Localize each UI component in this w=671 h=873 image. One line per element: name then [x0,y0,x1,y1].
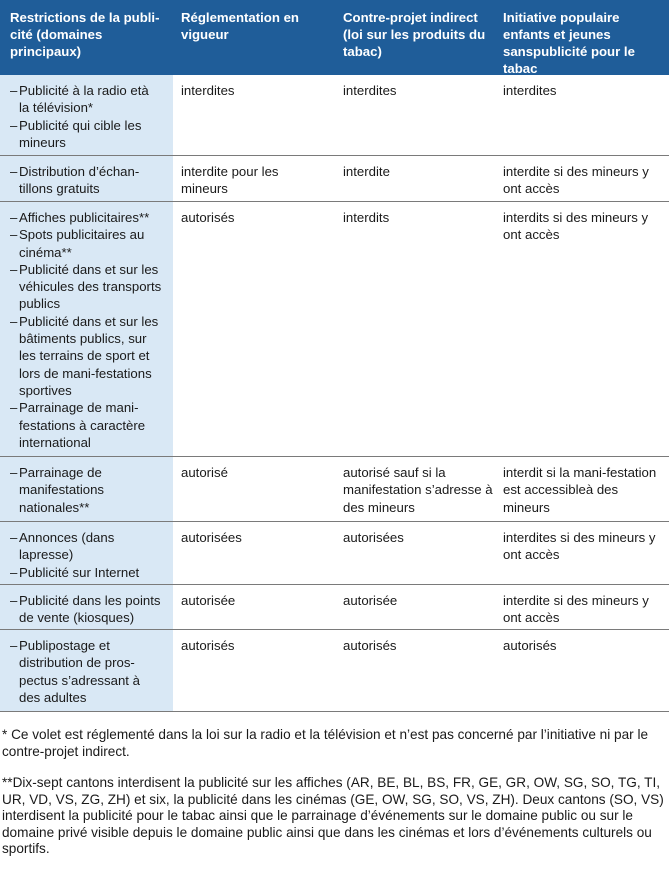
table-row [0,156,669,202]
counter-project-cell: interdite [343,164,390,179]
table-row [0,202,669,457]
current-regulation-cell: interdite pour les mineurs [181,164,279,197]
domain-cell [10,529,162,581]
domain-item: – Publicité qui cible les mineurs [10,117,162,152]
table-row [0,585,669,630]
domain-item: – Publicité sur Internet [10,564,162,581]
domain-cell [10,209,162,451]
table-header [0,0,669,75]
current-regulation-cell: autorisés [181,210,235,225]
domain-item: – Publicité dans et sur les bâtiments publics, sur les terrains de sport et lors de mani-festations sportives [10,313,162,399]
domain-cell [10,592,162,627]
current-regulation-cell: autorisées [181,530,242,545]
header-counter-project: Contre-projet indirect (loi sur les produits du tabac) [343,10,486,59]
table-row [0,522,669,585]
domain-item: – Publicité dans les points de vente (kiosques) [10,592,162,627]
domain-item: – Spots publicitaires au cinéma** [10,226,162,261]
counter-project-cell: autorisée [343,593,398,608]
domain-item: – Publicité à la radio età la télévision* [10,82,162,117]
footnote-radio-tv: * Ce volet est réglementé dans la loi sur la radio et la télévision et n’est pas concerné par l’initiative ni par le contre-projet indirect. [2,727,649,759]
initiative-cell: interdite si des mineurs y ont accès [503,164,649,197]
domain-cell [10,464,162,516]
current-regulation-cell: autorisée [181,593,236,608]
initiative-cell: interdite si des mineurs y ont accès [503,593,649,626]
counter-project-cell: interdits [343,210,390,225]
initiative-cell: interdit si la mani-festation est accessibleà des mineurs [503,465,657,515]
domain-item: – Annonces (dans lapresse) [10,529,162,564]
domain-cell [10,637,162,706]
header-current-regulation: Réglementation en vigueur [181,10,299,42]
counter-project-cell: interdites [343,83,397,98]
domain-item: – Parrainage de manifestations nationales** [10,464,162,516]
counter-project-cell: autorisées [343,530,404,545]
current-regulation-cell: interdites [181,83,235,98]
initiative-cell: interdites [503,83,557,98]
domain-cell [10,82,162,151]
table-row [0,630,669,712]
domain-item: – Affiches publicitaires** [10,209,162,226]
domain-item: – Publipostage et distribution de pros-pectus s’adressant à des adultes [10,637,162,706]
current-regulation-cell: autorisés [181,638,235,653]
header-restrictions: Restrictions de la publi-cité (domaines principaux) [10,10,160,59]
domain-item: – Distribution d’échan-tillons gratuits [10,163,162,198]
table-row [0,457,669,522]
table-row [0,75,669,156]
current-regulation-cell: autorisé [181,465,228,480]
header-popular-initiative: Initiative populaire enfants et jeunes sanspublicité pour le tabac [503,10,635,76]
counter-project-cell: autorisé sauf si la manifestation s’adresse à des mineurs [343,465,493,515]
domain-item: – Parrainage de mani-festations à caractère international [10,399,162,451]
initiative-cell: autorisés [503,638,557,653]
initiative-cell: interdits si des mineurs y ont accès [503,210,649,243]
domain-cell [10,163,162,198]
footnote-cantons: **Dix-sept cantons interdisent la publicité sur les affiches (AR, BE, BL, BS, FR, GE, GR, OW, SG, SO, TG, TI, UR, VD, VS, ZG, ZH) et six, la publicité dans les cinémas (GE, OW, SG, SO, VS, ZH). Deux cantons (SO, VS) interdisent la publicité pour le tabac ainsi que le parrainage d’événements sur le domaine public ou sur le domaine privé visible depuis le domaine public ainsi que dans les cinémas et lors d’événements culturels ou sportifs. [2,775,664,857]
counter-project-cell: autorisés [343,638,397,653]
domain-item: – Publicité dans et sur les véhicules des transports publics [10,261,162,313]
initiative-cell: interdites si des mineurs y ont accès [503,530,656,563]
